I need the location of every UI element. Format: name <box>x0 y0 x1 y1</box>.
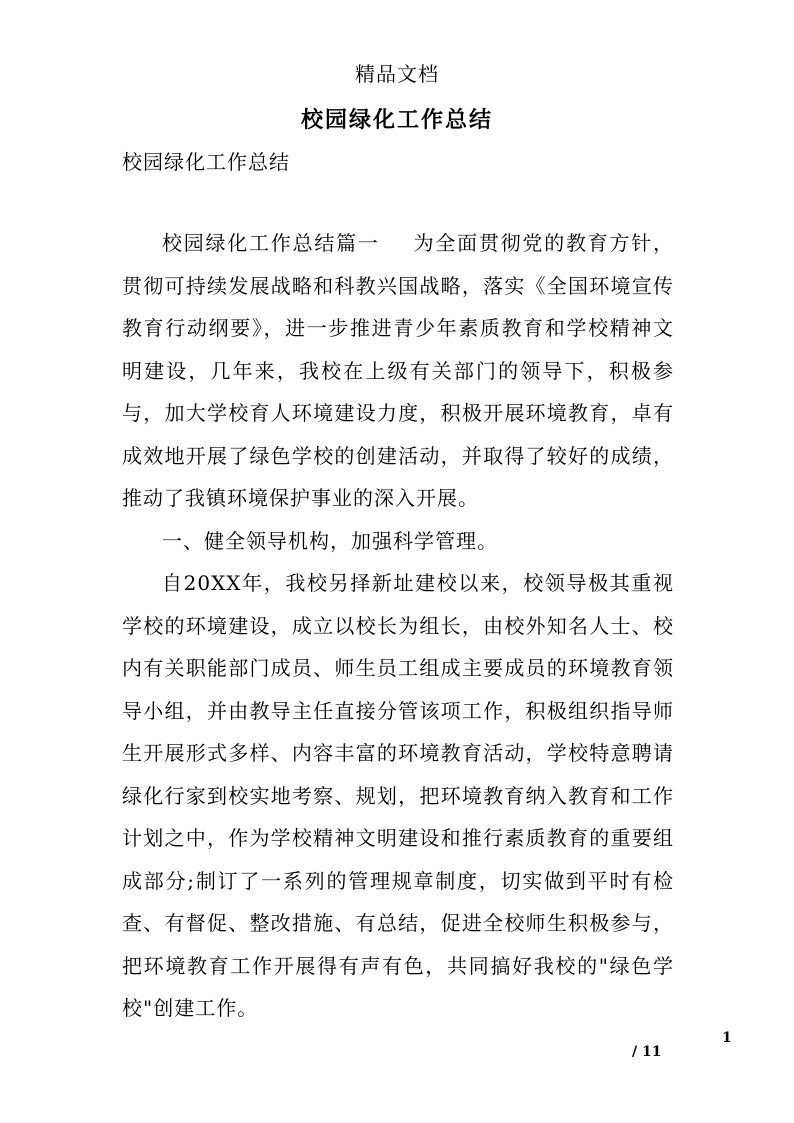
section-heading-1: 一、健全领导机构，加强科学管理。 <box>162 528 498 553</box>
document-title: 校园绿化工作总结 <box>300 107 493 133</box>
paragraph-1 <box>122 222 674 520</box>
page-number: 1 <box>722 1030 732 1046</box>
paragraph-1-text: 为全面贯彻党的教育方针，贯彻可持续发展战略和科教兴国战略，落实《全国环境宣传教育行动纲要》，进一步推进青少年素质教育和学校精神文明建设，几年来，我校在上级有关部门的领导下，积极参与，加大学校育人环境建设力度，积极开展环境教育，卓有成效地开展了绿色学校的创建活动，并取得了较好的成绩，推动了我镇环境保护事业的深入开展。 <box>122 231 675 510</box>
paragraph-1-lead: 校园绿化工作总结篇一 <box>162 231 380 255</box>
document-body <box>122 222 674 1030</box>
paragraph-2: 自20XX年，我校另择新址建校以来，校领导极其重视学校的环境建设，成立以校长为组长，由校外知名人士、校内有关职能部门成员、师生员工组成主要成员的环境教育领导小组，并由教导主任直接分管该项工作，积极组织指导师生开展形式多样、内容丰富的环境教育活动，学校特意聘请绿化行家到校实地考察、规划，把环境教育纳入教育和工作计划之中，作为学校精神文明建设和推行素质教育的重要组成部分;制订了一系列的管理规章制度，切实做到平时有检查、有督促、整改措施、有总结，促进全校师生积极参与，把环境教育工作开展得有声有色，共同搞好我校的"绿色学校"创建工作。 <box>122 571 674 1020</box>
page-total: / 11 <box>632 1044 662 1060</box>
page-header-label: 精品文档 <box>355 62 439 86</box>
document-subtitle: 校园绿化工作总结 <box>122 150 290 174</box>
